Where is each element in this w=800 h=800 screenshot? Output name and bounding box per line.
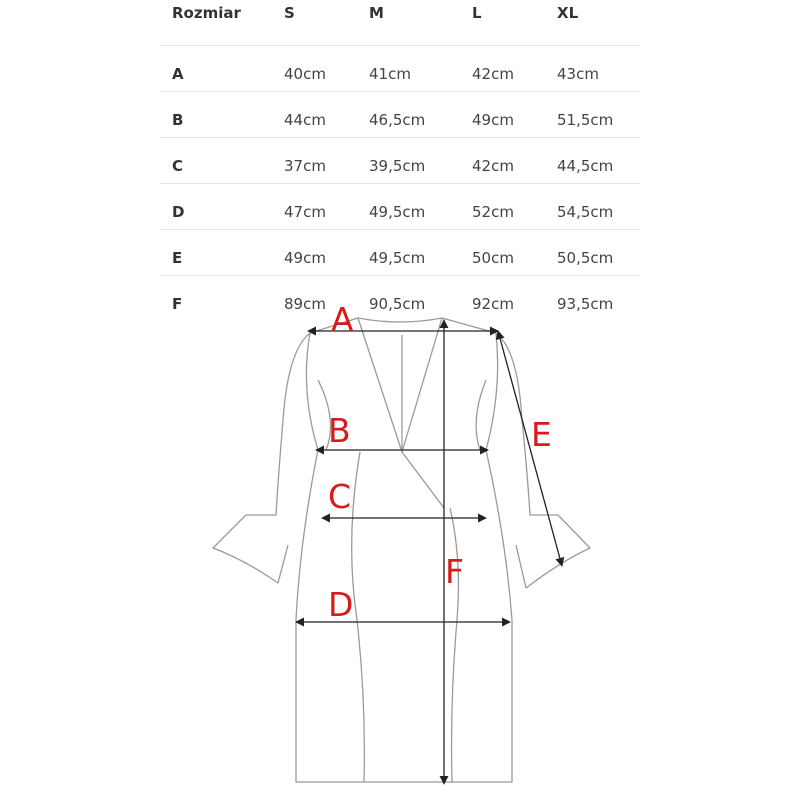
header-size: Rozmiar	[172, 4, 241, 22]
header-l: L	[472, 4, 482, 22]
cell-value: 43cm	[557, 65, 599, 83]
cell-value: 50cm	[472, 249, 514, 267]
row-label: D	[172, 203, 185, 221]
cell-value: 40cm	[284, 65, 326, 83]
table-row	[160, 46, 640, 92]
v-neck	[358, 318, 442, 452]
cell-value: 42cm	[472, 157, 514, 175]
cell-value: 89cm	[284, 295, 326, 313]
table-row	[160, 184, 640, 230]
measurement-labels	[328, 300, 552, 624]
header-xl: XL	[557, 4, 579, 22]
cell-value: 39,5cm	[369, 157, 426, 175]
right-dart	[476, 380, 486, 450]
cell-value: 50,5cm	[557, 249, 614, 267]
cell-value: 44,5cm	[557, 157, 614, 175]
row-label: E	[172, 249, 183, 267]
table-row	[160, 92, 640, 138]
cell-value: 44cm	[284, 111, 326, 129]
cell-value: 49cm	[472, 111, 514, 129]
label-f: F	[445, 552, 464, 591]
header-m: M	[369, 4, 384, 22]
cell-value: 47cm	[284, 203, 326, 221]
cell-value: 90,5cm	[369, 295, 426, 313]
measurement-lines	[296, 320, 562, 784]
row-label: B	[172, 111, 184, 129]
cell-value: 49,5cm	[369, 203, 426, 221]
dress-outline	[213, 318, 590, 782]
cell-value: 46,5cm	[369, 111, 426, 129]
size-table	[160, 0, 640, 321]
cell-value: 41cm	[369, 65, 411, 83]
row-label: C	[172, 157, 184, 175]
cell-value: 92cm	[472, 295, 514, 313]
table-header-row	[160, 0, 640, 46]
label-d: D	[328, 585, 354, 624]
header-s: S	[284, 4, 295, 22]
wrap-overlap	[402, 452, 444, 508]
cell-value: 52cm	[472, 203, 514, 221]
measure-e-line	[498, 331, 562, 566]
cell-value: 93,5cm	[557, 295, 614, 313]
row-label: A	[172, 65, 184, 83]
right-princess-seam	[450, 508, 458, 782]
table-row	[160, 138, 640, 184]
label-c: C	[328, 477, 352, 516]
left-sleeve	[213, 333, 310, 583]
cell-value: 42cm	[472, 65, 514, 83]
left-princess-seam	[352, 452, 365, 782]
cell-value: 49,5cm	[369, 249, 426, 267]
dress-measurement-diagram	[0, 300, 800, 800]
label-b: B	[328, 411, 351, 450]
cell-value: 54,5cm	[557, 203, 614, 221]
right-sleeve	[496, 333, 590, 588]
cell-value: 51,5cm	[557, 111, 614, 129]
cell-value: 37cm	[284, 157, 326, 175]
cell-value: 49cm	[284, 249, 326, 267]
label-a: A	[331, 300, 354, 339]
table-row	[160, 230, 640, 276]
row-label: F	[172, 295, 183, 313]
label-e: E	[531, 415, 552, 454]
